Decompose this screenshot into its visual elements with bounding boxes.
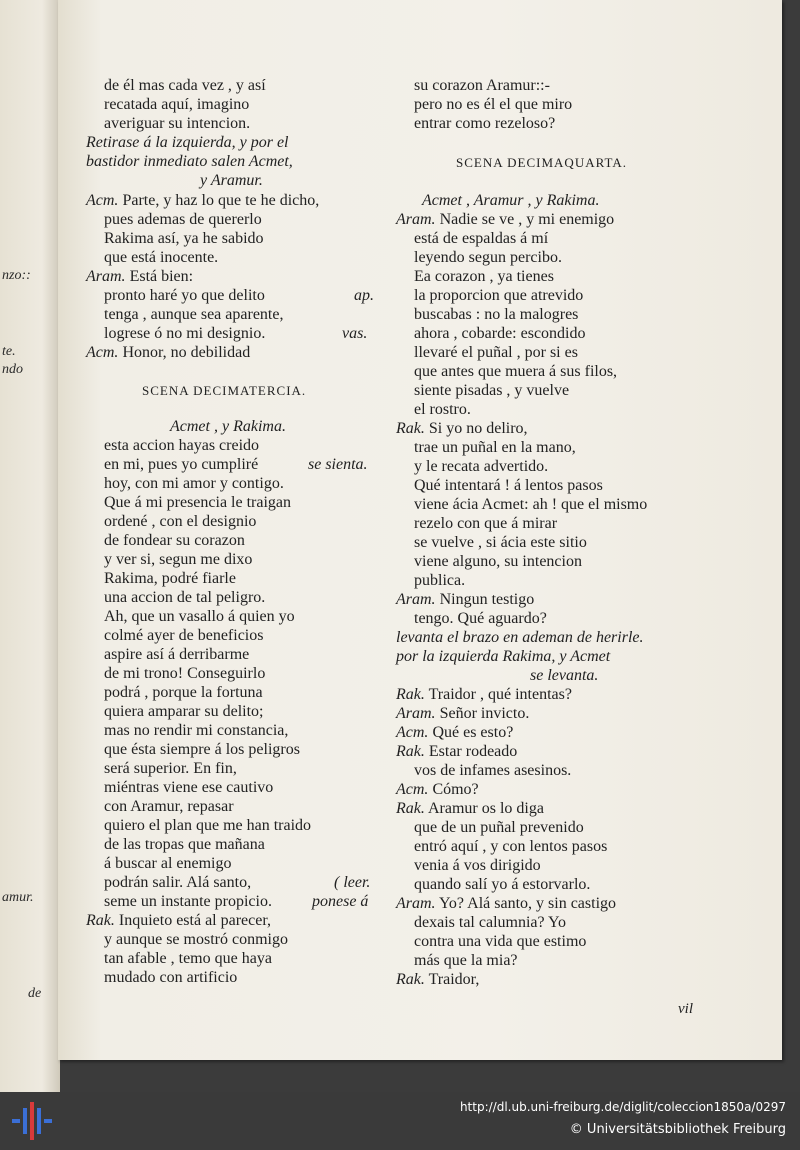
speaker-label: Rak. [86, 912, 115, 929]
text-line: vos de infames asesinos. [414, 762, 572, 779]
text-line: y aunque se mostró conmigo [104, 931, 288, 948]
text-line [86, 267, 193, 286]
text-line: entró aquí , y con lentos pasos [414, 838, 608, 855]
text-line [86, 911, 271, 930]
text-line: que ésta siempre á los peligros [104, 741, 300, 758]
speech-text: Parte, y haz lo que te he dicho, [118, 192, 320, 209]
text-line: viene alguno, su intencion [414, 553, 582, 570]
text-line: bastidor inmediato salen Acmet, [86, 153, 293, 170]
speaker-label: Rak. [396, 686, 425, 703]
text-line: tenga , aunque sea aparente, [104, 306, 284, 323]
left-margin-fragment: amur. [2, 890, 34, 905]
text-line: de él mas cada vez , y así [104, 77, 266, 94]
speaker-label: Rak. [396, 743, 425, 760]
text-line: quando salí yo á estorvarlo. [414, 876, 591, 893]
text-line: contra una vida que estimo [414, 933, 587, 950]
text-line [86, 343, 250, 362]
speech-text: Nadie se ve , y mi enemigo [435, 211, 615, 228]
text-line [86, 191, 319, 210]
text-line [396, 970, 479, 989]
text-line: logrese ó no mi designio. [104, 325, 266, 342]
text-line: con Aramur, repasar [104, 798, 234, 815]
text-line: quiero el plan que me han traido [104, 817, 312, 834]
text-line [396, 742, 517, 761]
text-line: podrán salir. Alá santo, [104, 874, 252, 891]
text-line: Ah, que un vasallo á quien yo [104, 608, 295, 625]
text-line: que antes que muera á sus filos, [414, 363, 618, 380]
speech-text: Traidor , qué intentas? [424, 686, 572, 703]
text-line: ordené , con el designio [104, 513, 257, 530]
text-line: su corazon Aramur::- [414, 77, 550, 94]
source-url-link[interactable]: http://dl.ub.uni-freiburg.de/diglit/coleccion1850a/0297 [459, 1100, 786, 1114]
speech-text: Estar rodeado [424, 743, 518, 760]
text-line: Rakima, podré fiarle [104, 570, 236, 587]
text-line [396, 723, 513, 742]
text-line: quiera amparar su delito; [104, 703, 264, 720]
text-line: Qué intentará ! á lentos pasos [414, 477, 603, 494]
signature-mark: vil [678, 1001, 693, 1017]
text-line: Rakima así, ya he sabido [104, 230, 264, 247]
text-line: esta accion hayas creido [104, 437, 260, 454]
speaker-label: Aram. [396, 705, 436, 722]
text-line: se levanta. [530, 667, 599, 684]
scene-heading-decimaquarta: SCENA DECIMAQUARTA. [456, 155, 628, 170]
speech-text: Está bien: [125, 268, 194, 285]
text-line: Acmet , Aramur , y Rakima. [422, 192, 600, 209]
text-line: pronto haré yo que delito [104, 287, 265, 304]
speaker-label: Rak. [396, 800, 425, 817]
university-logo-icon [12, 1102, 52, 1140]
stage-direction-aside: vas. [342, 325, 368, 342]
speaker-label: Aram. [396, 895, 436, 912]
stage-direction-aside: se sienta. [308, 456, 368, 473]
left-page-edge [0, 0, 60, 1092]
text-line: más que la mia? [414, 952, 518, 969]
speech-text: Ningun testigo [435, 591, 535, 608]
speech-text: Cómo? [428, 781, 479, 798]
scene-heading-decimatercia: SCENA DECIMATERCIA. [142, 383, 307, 398]
text-line [396, 419, 528, 438]
text-line: levanta el brazo en ademan de herirle. [396, 629, 644, 646]
text-line: de las tropas que mañana [104, 836, 265, 853]
text-line: leyendo segun percibo. [414, 249, 562, 266]
text-line [396, 685, 572, 704]
text-line: la proporcion que atrevido [414, 287, 584, 304]
speaker-label: Rak. [396, 420, 425, 437]
text-line [396, 894, 616, 913]
text-line: miéntras viene ese cautivo [104, 779, 274, 796]
stage-direction-aside: ponese á [312, 893, 369, 910]
text-line: tan afable , temo que haya [104, 950, 272, 967]
text-line: dexais tal calumnia? Yo [414, 914, 566, 931]
book-page [58, 0, 782, 1060]
speaker-label: Aram. [396, 591, 436, 608]
text-line: recatada aquí, imagino [104, 96, 250, 113]
text-line: y le recata advertido. [414, 458, 549, 475]
text-line: venia á vos dirigido [414, 857, 541, 874]
text-line: Acmet , y Rakima. [170, 418, 286, 435]
text-line: entrar como rezeloso? [414, 115, 556, 132]
text-line: pues ademas de quererlo [104, 211, 262, 228]
speech-text: Inquieto está al parecer, [114, 912, 272, 929]
text-line: siente pisadas , y vuelve [414, 382, 570, 399]
text-line: trae un puñal en la mano, [414, 439, 576, 456]
text-line [396, 210, 614, 229]
text-line: viene ácia Acmet: ah ! que el mismo [414, 496, 648, 513]
text-line: de fondear su corazon [104, 532, 245, 549]
text-line: que está inocente. [104, 249, 219, 266]
speech-text: Traidor, [424, 971, 480, 988]
speaker-label: Acm. [396, 781, 429, 798]
text-line: pero no es él el que miro [414, 96, 573, 113]
copyright-notice: © Universitätsbibliothek Freiburg [569, 1122, 786, 1137]
speaker-label: Aram. [86, 268, 126, 285]
text-line: tengo. Qué aguardo? [414, 610, 547, 627]
text-line: hoy, con mi amor y contigo. [104, 475, 284, 492]
speech-text: Señor invicto. [435, 705, 530, 722]
speech-text: Yo? Alá santo, y sin castigo [435, 895, 617, 912]
text-line: Ea corazon , ya tienes [414, 268, 554, 285]
text-line: y ver si, segun me dixo [104, 551, 253, 568]
text-line: de mi trono! Conseguirlo [104, 665, 266, 682]
text-line: aspire así á derribarme [104, 646, 250, 663]
text-line: publica. [414, 572, 466, 589]
text-line: el rostro. [414, 401, 471, 418]
speech-text: Qué es esto? [428, 724, 514, 741]
text-line: colmé ayer de beneficios [104, 627, 264, 644]
speaker-label: Aram. [396, 211, 436, 228]
speaker-label: Acm. [86, 192, 119, 209]
left-margin-fragment: te. [2, 344, 16, 359]
stage-direction-aside: ( leer. [334, 874, 371, 891]
text-line: buscabas : no la malogres [414, 306, 579, 323]
text-line: á buscar al enemigo [104, 855, 232, 872]
stage-direction-aside: ap. [354, 287, 374, 304]
viewer-footer [0, 1092, 800, 1150]
text-line: llevaré el puñal , por si es [414, 344, 578, 361]
text-line: podrá , porque la fortuna [104, 684, 263, 701]
speech-text: Honor, no debilidad [118, 344, 251, 361]
text-line: ahora , cobarde: escondido [414, 325, 586, 342]
text-line [396, 704, 529, 723]
text-line: se vuelve , si ácia este sitio [414, 534, 587, 551]
left-margin-fragment: ndo [2, 362, 23, 377]
text-line: mudado con artificio [104, 969, 238, 986]
speech-text: Aramur os lo diga [424, 800, 544, 817]
speaker-label: Rak. [396, 971, 425, 988]
text-line: rezelo con que á mirar [414, 515, 558, 532]
text-line: que de un puñal prevenido [414, 819, 584, 836]
left-margin-fragment: nzo:: [2, 268, 31, 283]
text-line: y Aramur. [200, 172, 263, 189]
speech-text: Si yo no deliro, [424, 420, 528, 437]
text-line: Retirase á la izquierda, y por el [86, 134, 289, 151]
text-line: averiguar su intencion. [104, 115, 251, 132]
speaker-label: Acm. [86, 344, 119, 361]
text-line: Que á mi presencia le traigan [104, 494, 292, 511]
text-line: seme un instante propicio. [104, 893, 272, 910]
text-line: será superior. En fin, [104, 760, 237, 777]
text-line: mas no rendir mi constancia, [104, 722, 289, 739]
text-line [396, 590, 534, 609]
left-margin-fragment: de [28, 986, 42, 1001]
text-line: por la izquierda Rakima, y Acmet [396, 648, 611, 665]
text-line: en mi, pues yo cumpliré [104, 456, 259, 473]
text-line [396, 780, 479, 799]
text-line [396, 799, 544, 818]
text-line: está de espaldas á mí [414, 230, 549, 247]
speaker-label: Acm. [396, 724, 429, 741]
text-line: una accion de tal peligro. [104, 589, 266, 606]
